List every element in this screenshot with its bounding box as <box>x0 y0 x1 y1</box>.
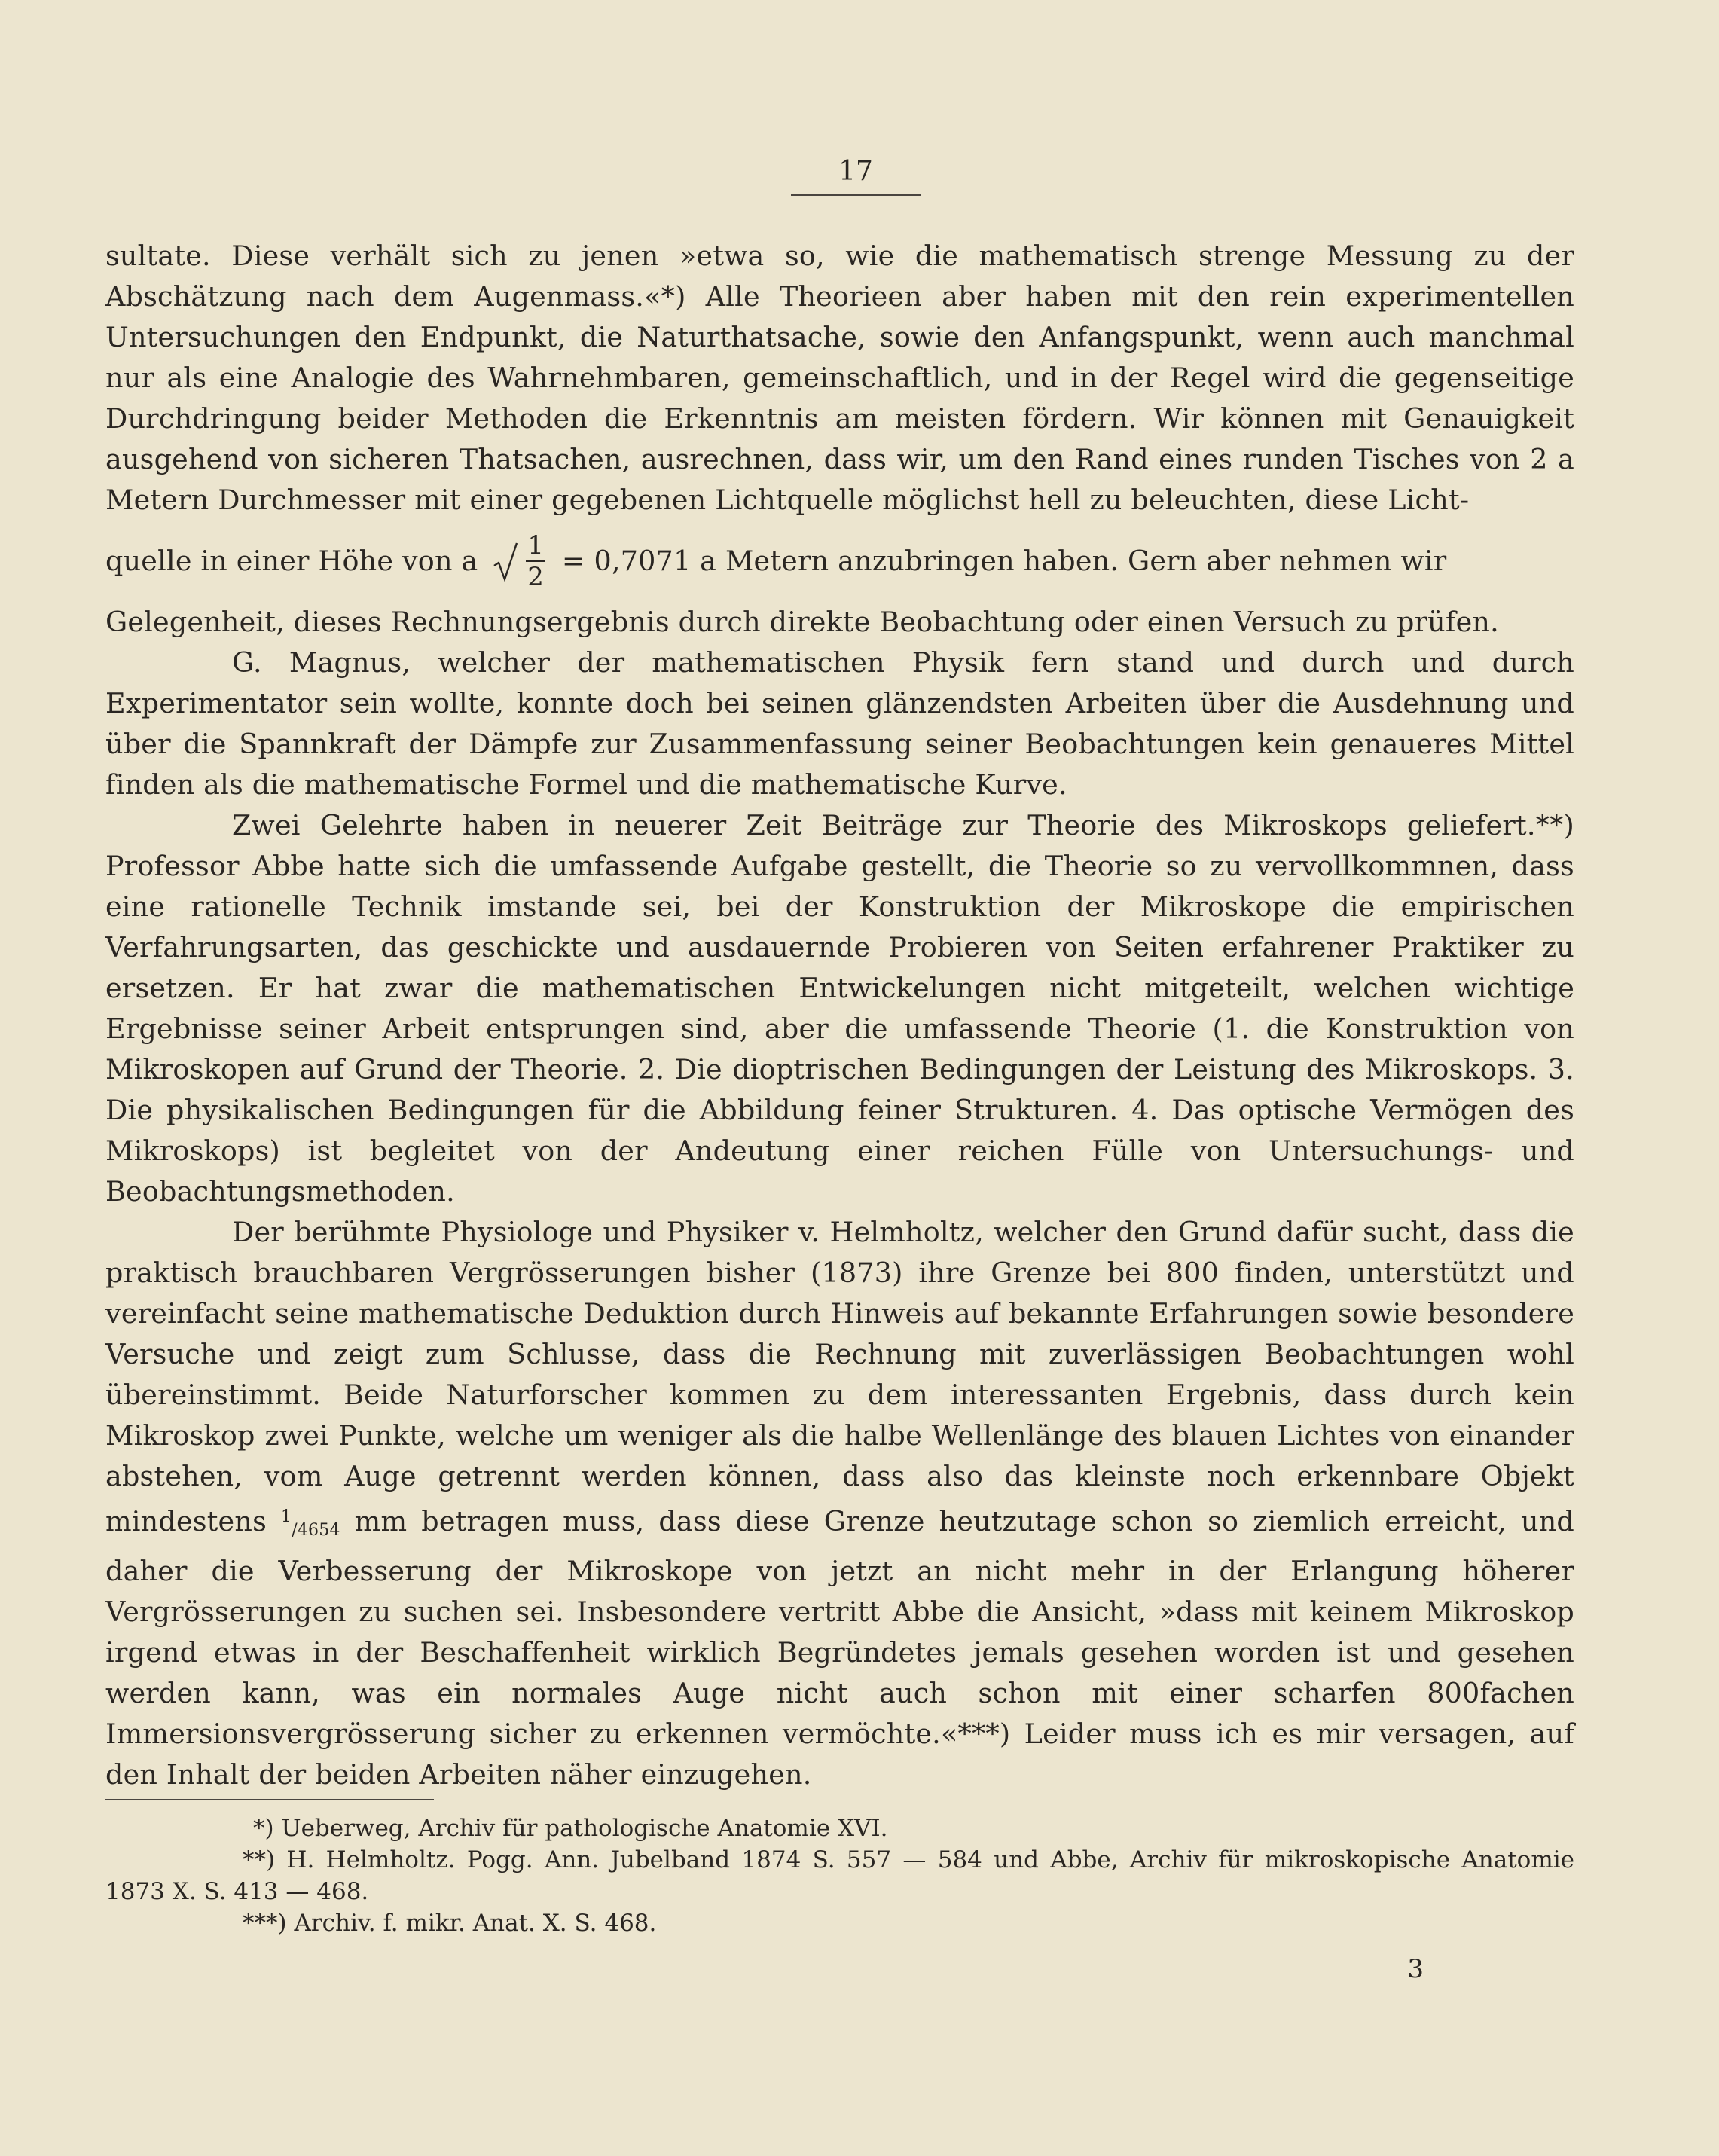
paragraph-3 <box>105 805 1574 1212</box>
paragraph-text: sultate. Diese verhält sich zu jenen »etwa so, wie die mathematisch strenge Messung zu der Abschätzung nach dem Augenmass.« <box>105 240 1574 313</box>
paragraph-text: Leider muss ich es mir versagen, auf den Inhalt der beiden Arbeiten näher einzugehen. <box>105 1718 1574 1791</box>
footnotes <box>105 1812 1574 1939</box>
formula-fraction <box>524 530 547 592</box>
fraction-denominator: /4654 <box>292 1521 340 1540</box>
fraction-numerator: 1 <box>527 530 545 560</box>
footnote-1: *) Ueberweg, Archiv für pathologische Anatomie XVI. <box>253 1815 888 1842</box>
page-number-rule <box>791 194 921 196</box>
paragraph-2: G. Magnus, welcher der mathematischen Physik fern stand und durch und durch Experimentator sein wollte, konnte doch bei seinen glänzendsten Arbeiten über die Ausdehnung und über die Spannkraft der Dämpfe zur Zusammenfassung seiner Beobachtungen kein genaueres Mittel finden als die mathematische Formel und die mathematische Kurve. <box>105 646 1574 801</box>
footnote-ref: **) <box>1535 809 1574 841</box>
page-number: 17 <box>838 156 873 187</box>
paragraph-4 <box>105 1212 1574 1795</box>
footnote-ref: ***) <box>957 1718 1011 1750</box>
fraction-denominator: 2 <box>527 562 545 592</box>
footnote-ref: *) <box>661 280 686 313</box>
paragraph-text: Zwei Gelehrte haben in neuerer Zeit Beiträge zur Theorie des Mikroskops geliefert. <box>232 809 1536 841</box>
paragraph-text: mm betragen muss, dass diese Grenze heutzutage schon so ziemlich erreicht, und daher die Verbesserung der Mikroskope von jetzt an nicht mehr in der Erlangung höherer Vergrösserungen zu suchen sei. Insbesondere vertritt Abbe die Ansicht, »dass mit keinem Mikroskop irgend etwas in der Beschaffenheit wirklich Begründetes jemals gesehen worden ist und gesehen werden kann, was ein normales Auge nicht auch schon mit einer scharfen 800fachen Immersionsvergrösserung sicher zu erkennen vermöchte.« <box>105 1505 1574 1750</box>
paragraph-text: Alle Theorieen aber haben mit den rein experimentellen Untersuchungen den Endpunkt, die Naturthatsache, sowie den Anfangspunkt, wenn auch manchmal nur als eine Analogie des Wahrnehmbaren, gemeinschaftlich, und in der Regel wird die gegenseitige Durchdringung beider Methoden die Erkenntnis am meisten fördern. Wir können mit Genauigkeit ausgehend von sicheren Thatsachen, ausrechnen, dass wir, um den Rand eines runden Tisches von 2 a Metern Durchmesser mit einer gegebenen Lichtquelle möglichst hell zu beleuchten, diese Licht- <box>105 280 1575 516</box>
formula-text-after: = 0,7071 a Metern anzubringen haben. Gern aber nehmen wir <box>553 545 1447 577</box>
paragraph-1-part-2: Gelegenheit, dieses Rechnungsergebnis durch direkte Beobachtung oder einen Versuch zu prüfen. <box>105 606 1499 638</box>
fraction-numerator: 1 <box>281 1507 292 1526</box>
formula-text-before: quelle in einer Höhe von a <box>105 545 487 577</box>
paragraph-text: Der berühmte Physiologe und Physiker v. Helmholtz, welcher den Grund dafür sucht, dass die praktisch brauchbaren Vergrösserungen bisher (1873) ihre Grenze bei 800 finden, unterstützt und vereinfacht seine mathematische Deduktion durch Hinweis auf bekannte Erfahrungen sowie besondere Versuche und zeigt zum Schlusse, dass die Rechnung mit zuverlässigen Beobachtungen wohl übereinstimmt. Beide Naturforscher kommen zu dem interessanten Ergebnis, dass durch kein Mikroskop zwei Punkte, welche um weniger als die halbe Wellenlänge des blauen Lichtes von einander abstehen, vom Auge getrennt werden können, dass also das kleinste noch erkennbare Objekt mindestens <box>105 1216 1574 1538</box>
square-root-sign <box>493 540 518 582</box>
footnote-3: ***) Archiv. f. mikr. Anat. X. S. 468. <box>243 1910 657 1937</box>
paragraph-1-part-1 <box>105 236 1574 521</box>
footnote-separator <box>105 1799 434 1800</box>
body-text <box>105 236 1574 1795</box>
sheet-signature-number: 3 <box>1407 1954 1424 1984</box>
paragraph-text: Professor Abbe hatte sich die umfassende Aufgabe gestellt, die Theorie so zu vervollkommnen, dass eine rationelle Technik imstande sei, bei der Konstruktion der Mikroskope die empirischen Verfahrungsarten, das geschickte und ausdauernde Probieren von Seiten erfahrener Praktiker zu ersetzen. Er hat zwar die mathematischen Entwickelungen nicht mitgeteilt, welchen wichtige Ergebnisse seiner Arbeit entsprungen sind, aber die umfassende Theorie (1. die Konstruktion von Mikroskopen auf Grund der Theorie. 2. Die dioptrischen Bedingungen der Leistung des Mikroskops. 3. Die physikalischen Bedingungen für die Abbildung feiner Strukturen. 4. Das optische Vermögen des Mikroskops) ist begleitet von der Andeutung einer reichen Fülle von Untersuchungs- und Beobachtungsmethoden. <box>105 850 1574 1208</box>
footnote-2: **) H. Helmholtz. Pogg. Ann. Jubelband 1874 S. 557 — 584 und Abbe, Archiv für mikroskopische Anatomie 1873 X. S. 413 — 468. <box>105 1846 1574 1905</box>
formula-line <box>105 521 1574 602</box>
